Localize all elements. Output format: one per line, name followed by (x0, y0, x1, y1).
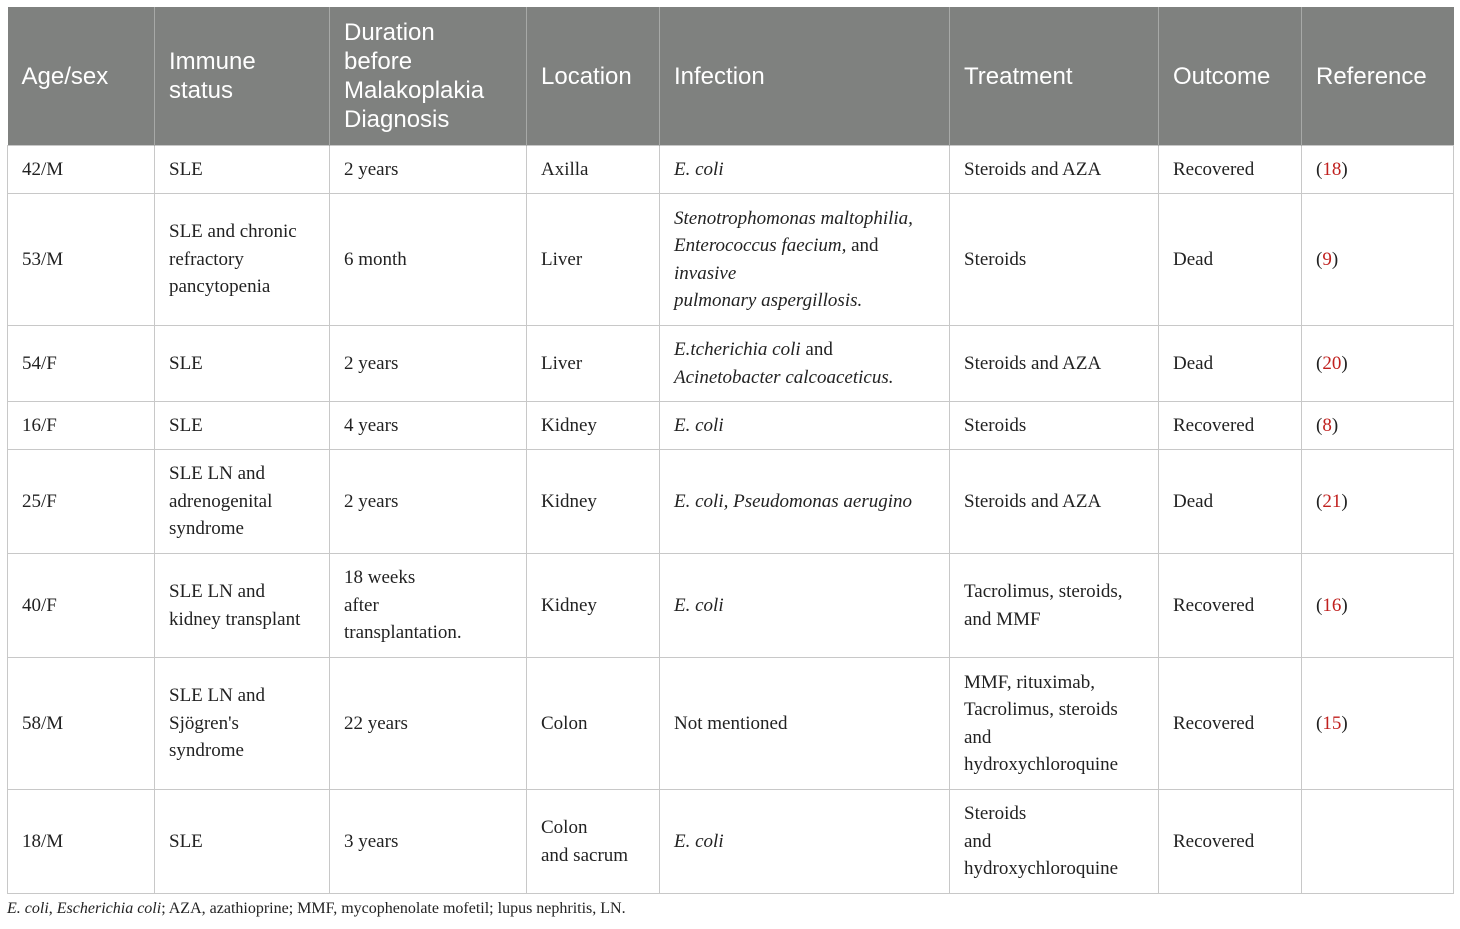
cell-immune-status: SLE LN and adrenogenital syndrome (155, 450, 330, 554)
cell-treatment: MMF, rituximab, Tacrolimus, steroids and hydroxychloroquine (950, 658, 1159, 790)
cell-reference (1302, 790, 1454, 894)
table-container (7, 7, 1453, 894)
cell-outcome: Recovered (1159, 146, 1302, 194)
table-row (8, 554, 1454, 658)
cell-age-sex: 42/M (8, 146, 155, 194)
cell-reference: (15) (1302, 658, 1454, 790)
cell-duration: 2 years (330, 326, 527, 402)
reference-link[interactable]: 18 (1322, 158, 1342, 180)
cell-outcome: Recovered (1159, 790, 1302, 894)
cell-location: Kidney (527, 402, 660, 450)
cell-immune-status: SLE (155, 402, 330, 450)
cell-infection: E. coli (660, 146, 950, 194)
cell-treatment: Steroids (950, 194, 1159, 326)
cell-reference: (8) (1302, 402, 1454, 450)
header-reference: Reference (1302, 7, 1454, 146)
reference-link[interactable]: 20 (1322, 352, 1342, 374)
cell-infection: E. coli, Pseudomonas aerugino (660, 450, 950, 554)
cell-duration: 3 years (330, 790, 527, 894)
cell-location: Liver (527, 326, 660, 402)
cell-age-sex: 53/M (8, 194, 155, 326)
cell-age-sex: 54/F (8, 326, 155, 402)
cell-age-sex: 40/F (8, 554, 155, 658)
cell-infection: E. coli (660, 554, 950, 658)
reference-link[interactable]: 16 (1322, 594, 1342, 616)
cell-outcome: Dead (1159, 450, 1302, 554)
cell-treatment: Tacrolimus, steroids, and MMF (950, 554, 1159, 658)
cell-treatment: Steroids and hydroxychloroquine (950, 790, 1159, 894)
cell-age-sex: 18/M (8, 790, 155, 894)
cell-treatment: Steroids (950, 402, 1159, 450)
reference-link[interactable]: 21 (1322, 490, 1342, 512)
cell-duration: 22 years (330, 658, 527, 790)
cell-outcome: Recovered (1159, 554, 1302, 658)
cell-immune-status: SLE LN and Sjögren's syndrome (155, 658, 330, 790)
header-duration: Duration before Malakoplakia Diagnosis (330, 7, 527, 146)
cell-location: Liver (527, 194, 660, 326)
cell-outcome: Dead (1159, 326, 1302, 402)
cell-reference: (20) (1302, 326, 1454, 402)
cell-infection: E. coli (660, 402, 950, 450)
cell-reference: (16) (1302, 554, 1454, 658)
cell-duration: 4 years (330, 402, 527, 450)
cell-duration: 6 month (330, 194, 527, 326)
cell-location: Colon and sacrum (527, 790, 660, 894)
cell-location: Axilla (527, 146, 660, 194)
cell-duration: 2 years (330, 450, 527, 554)
reference-link[interactable]: 8 (1322, 414, 1332, 436)
cell-location: Colon (527, 658, 660, 790)
header-location: Location (527, 7, 660, 146)
cell-age-sex: 25/F (8, 450, 155, 554)
cell-immune-status: SLE and chronic refractory pancytopenia (155, 194, 330, 326)
header-age-sex: Age/sex (8, 7, 155, 146)
cell-treatment: Steroids and AZA (950, 146, 1159, 194)
cell-infection: Not mentioned (660, 658, 950, 790)
cell-immune-status: SLE (155, 790, 330, 894)
cell-reference: (9) (1302, 194, 1454, 326)
cell-age-sex: 58/M (8, 658, 155, 790)
table-row (8, 402, 1454, 450)
cell-treatment: Steroids and AZA (950, 326, 1159, 402)
header-immune-status: Immune status (155, 7, 330, 146)
header-infection: Infection (660, 7, 950, 146)
header-treatment: Treatment (950, 7, 1159, 146)
cell-outcome: Recovered (1159, 402, 1302, 450)
reference-link[interactable]: 9 (1322, 248, 1332, 270)
table-row (8, 450, 1454, 554)
cell-reference: (18) (1302, 146, 1454, 194)
cell-immune-status: SLE LN and kidney transplant (155, 554, 330, 658)
cell-treatment: Steroids and AZA (950, 450, 1159, 554)
cell-outcome: Recovered (1159, 658, 1302, 790)
table-row (8, 146, 1454, 194)
cell-infection: E. coli (660, 790, 950, 894)
table-row (8, 790, 1454, 894)
cell-location: Kidney (527, 554, 660, 658)
table-footnote: E. coli, Escherichia coli; AZA, azathioprine; MMF, mycophenolate mofetil; lupus nephritis, LN. (7, 900, 626, 917)
cell-immune-status: SLE (155, 326, 330, 402)
cell-reference: (21) (1302, 450, 1454, 554)
table-row (8, 194, 1454, 326)
cell-outcome: Dead (1159, 194, 1302, 326)
header-row (8, 7, 1454, 146)
cell-duration: 18 weeks after transplantation. (330, 554, 527, 658)
header-outcome: Outcome (1159, 7, 1302, 146)
malakoplakia-case-table (7, 7, 1454, 894)
cell-immune-status: SLE (155, 146, 330, 194)
cell-infection: E.tcherichia coli and Acinetobacter calcoaceticus. (660, 326, 950, 402)
cell-location: Kidney (527, 450, 660, 554)
reference-link[interactable]: 15 (1322, 712, 1342, 734)
table-row (8, 326, 1454, 402)
cell-age-sex: 16/F (8, 402, 155, 450)
cell-infection: Stenotrophomonas maltophilia, Enterococcus faecium, and invasive pulmonary aspergillosis. (660, 194, 950, 326)
cell-duration: 2 years (330, 146, 527, 194)
table-row (8, 658, 1454, 790)
